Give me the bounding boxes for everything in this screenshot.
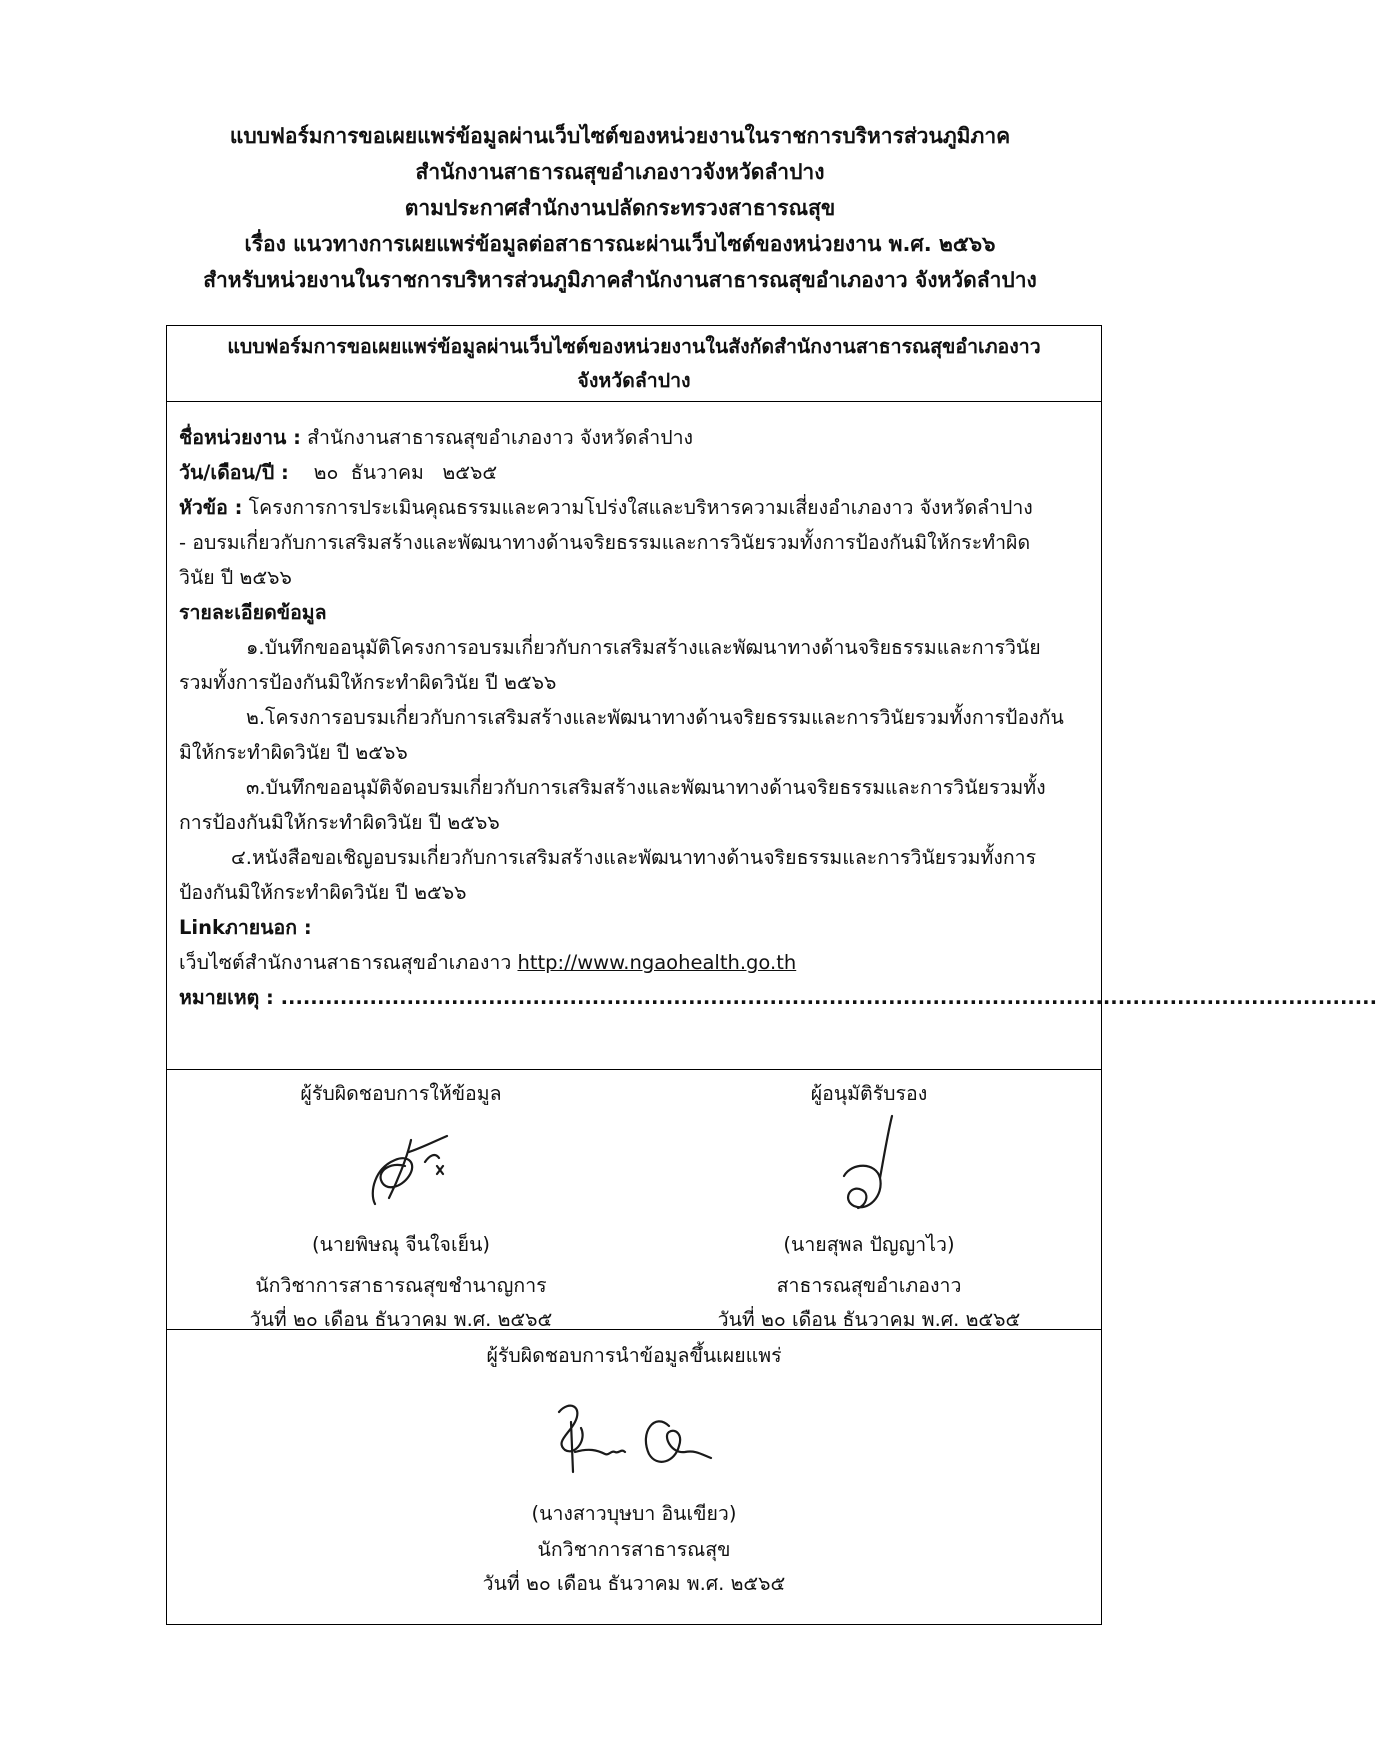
document-header <box>120 118 1120 298</box>
detail-item-3-line-2: การป้องกันมิให้กระทำผิดวินัย ปี ๒๕๖๖ <box>179 811 500 834</box>
publisher-name: (นางสาวบุษบา อินเขียว) <box>531 1502 737 1525</box>
approver-name: (นายสุพล ปัญญาไว) <box>783 1233 955 1256</box>
provider-position: นักวิชาการสาธารณสุขชำนาญการ <box>255 1274 547 1297</box>
agency-value: สำนักงานสาธารณสุขอำเภองาว จังหวัดลำปาง <box>300 426 694 449</box>
form-title-line-1: แบบฟอร์มการขอเผยแพร่ข้อมูลผ่านเว็บไซต์ของหน่วยงานในสังกัดสำนักงานสาธารณสุขอำเภองาว <box>227 335 1041 358</box>
approver-date: วันที่ ๒๐ เดือน ธันวาคม พ.ศ. ๒๕๖๕ <box>717 1308 1021 1331</box>
detail-item-2-line-2: มิให้กระทำผิดวินัย ปี ๒๕๖๖ <box>179 741 408 764</box>
approver-signature <box>824 1112 914 1224</box>
form-table <box>166 325 1377 1625</box>
agency-row <box>179 420 1091 455</box>
provider-date: วันที่ ๒๐ เดือน ธันวาคม พ.ศ. ๒๕๖๕ <box>249 1308 553 1331</box>
note-dots: .................................................................................................................................................... <box>273 986 1377 1009</box>
link-label: Linkภายนอก : <box>179 916 312 939</box>
topic-value: โครงการการประเมินคุณธรรมและความโปร่งใสและบริหารความเสี่ยงอำเภองาว จังหวัดลำปาง <box>242 496 1033 519</box>
provider-name: (นายพิษณุ จีนใจเย็น) <box>311 1233 491 1256</box>
header-line-3: ตามประกาศสำนักงานปลัดกระทรวงสาธารณสุข <box>404 196 836 220</box>
publisher-position: นักวิชาการสาธารณสุข <box>537 1538 731 1561</box>
topic-row <box>179 490 1091 525</box>
topic-label: หัวข้อ : <box>179 496 243 519</box>
header-line-1: แบบฟอร์มการขอเผยแพร่ข้อมูลผ่านเว็บไซต์ของหน่วยงานในราชการบริหารส่วนภูมิภาค <box>229 124 1011 148</box>
topic-line-3: วินัย ปี ๒๕๖๖ <box>179 566 292 589</box>
provider-signature <box>351 1122 461 1222</box>
detail-item-3-line-1: ๓.บันทึกขออนุมัติจัดอบรมเกี่ยวกับการเสริมสร้างและพัฒนาทางด้านจริยธรรมและการวินัยรวมทั้ง <box>246 776 1046 799</box>
form-title <box>167 326 1101 402</box>
detail-item-4-line-2: ป้องกันมิให้กระทำผิดวินัย ปี ๒๕๖๖ <box>179 881 467 904</box>
link-row <box>179 945 1091 980</box>
signature-block-publisher <box>167 1330 1101 1626</box>
note-label: หมายเหตุ : <box>179 986 274 1009</box>
note-row <box>179 980 1377 1015</box>
detail-item-1-line-2: รวมทั้งการป้องกันมิให้กระทำผิดวินัย ปี ๒๕๖๖ <box>179 671 557 694</box>
date-label: วัน/เดือน/ปี : <box>179 461 289 484</box>
provider-role: ผู้รับผิดชอบการให้ข้อมูล <box>300 1082 502 1105</box>
detail-item-2-line-1: ๒.โครงการอบรมเกี่ยวกับการเสริมสร้างและพัฒนาทางด้านจริยธรรมและการวินัยรวมทั้งการป้องกัน <box>246 706 1064 729</box>
form-body <box>179 420 1377 1015</box>
date-value: ๒๐ ธันวาคม ๒๕๖๕ <box>288 461 498 484</box>
header-line-5: สำหรับหน่วยงานในราชการบริหารส่วนภูมิภาคสำนักงานสาธารณสุขอำเภองาว จังหวัดลำปาง <box>203 268 1037 292</box>
link-prefix: เว็บไซต์สำนักงานสาธารณสุขอำเภองาว <box>179 951 518 974</box>
signature-row <box>167 1069 1101 1330</box>
form-title-line-2: จังหวัดลำปาง <box>577 369 691 392</box>
date-row <box>179 455 1091 490</box>
header-line-2: สำนักงานสาธารณสุขอำเภองาวจังหวัดลำปาง <box>415 160 825 184</box>
approver-position: สาธารณสุขอำเภองาว <box>776 1274 962 1297</box>
header-line-4: เรื่อง แนวทางการเผยแพร่ข้อมูลต่อสาธารณะผ่านเว็บไซต์ของหน่วยงาน พ.ศ. ๒๕๖๖ <box>244 232 996 256</box>
approver-role: ผู้อนุมัติรับรอง <box>810 1082 928 1105</box>
publisher-role: ผู้รับผิดชอบการนำข้อมูลขึ้นเผยแพร่ <box>486 1344 782 1367</box>
detail-label: รายละเอียดข้อมูล <box>179 601 327 624</box>
detail-item-4-line-1: ๔.หนังสือขอเชิญอบรมเกี่ยวกับการเสริมสร้างและพัฒนาทางด้านจริยธรรมและการวินัยรวมทั้งการ <box>231 846 1037 869</box>
agency-label: ชื่อหน่วยงาน : <box>179 426 301 449</box>
website-link[interactable]: http://www.ngaohealth.go.th <box>517 951 797 974</box>
topic-line-2: - อบรมเกี่ยวกับการเสริมสร้างและพัฒนาทางด้านจริยธรรมและการวินัยรวมทั้งการป้องกันมิให้กระทำผิด <box>179 531 1031 554</box>
detail-item-1-line-1: ๑.บันทึกขออนุมัติโครงการอบรมเกี่ยวกับการเสริมสร้างและพัฒนาทางด้านจริยธรรมและการวินัย <box>246 636 1041 659</box>
publisher-date: วันที่ ๒๐ เดือน ธันวาคม พ.ศ. ๒๕๖๕ <box>482 1572 786 1595</box>
publisher-signature <box>545 1392 725 1482</box>
